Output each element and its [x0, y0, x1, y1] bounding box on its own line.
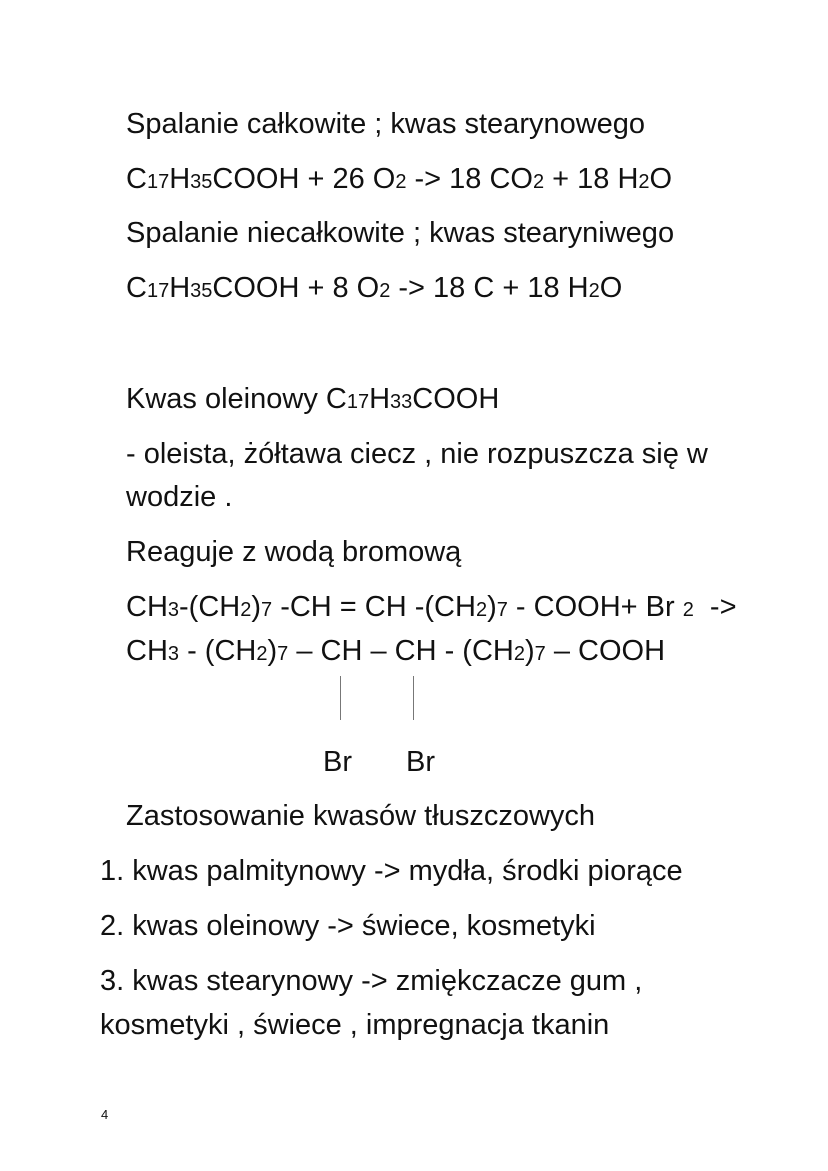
bromine-atom-left: Br — [323, 746, 352, 778]
bond-line-right — [413, 676, 414, 720]
bromine-reaction-line-2: CH3 - (CH2)7 – CH – CH - (CH2)7 – COOH — [126, 635, 666, 667]
bromine-reaction-title: Reaguje z wodą bromową — [126, 536, 462, 568]
oleic-acid-heading: Kwas oleinowy C17H33COOH — [126, 383, 500, 415]
incomplete-combustion-equation: C17H35COOH + 8 O2 -> 18 C + 18 H2O — [126, 272, 623, 304]
uses-item-1: 1. kwas palmitynowy -> mydła, środki piorące — [100, 855, 683, 887]
bond-line-left — [340, 676, 341, 720]
uses-item-3-line-2: kosmetyki , świece , impregnacja tkanin — [100, 1009, 610, 1041]
incomplete-combustion-title: Spalanie niecałkowite ; kwas stearyniwego — [126, 217, 675, 249]
complete-combustion-title: Spalanie całkowite ; kwas stearynowego — [126, 108, 646, 140]
oleic-description-line-1: - oleista, żółtawa ciecz , nie rozpuszcza się w — [126, 438, 708, 470]
oleic-description-line-2: wodzie . — [126, 481, 233, 513]
uses-title: Zastosowanie kwasów tłuszczowych — [126, 800, 596, 832]
bromine-atom-right: Br — [406, 746, 435, 778]
page-number: 4 — [101, 1107, 109, 1122]
bromine-reaction-line-1: CH3-(CH2)7 -CH = CH -(CH2)7 - COOH+ Br 2 -> — [126, 591, 737, 623]
complete-combustion-equation: C17H35COOH + 26 O2 -> 18 CO2 + 18 H2O — [126, 163, 673, 195]
uses-item-3-line-1: 3. kwas stearynowy -> zmiękczacze gum , — [100, 965, 643, 997]
uses-item-2: 2. kwas oleinowy -> świece, kosmetyki — [100, 910, 596, 942]
